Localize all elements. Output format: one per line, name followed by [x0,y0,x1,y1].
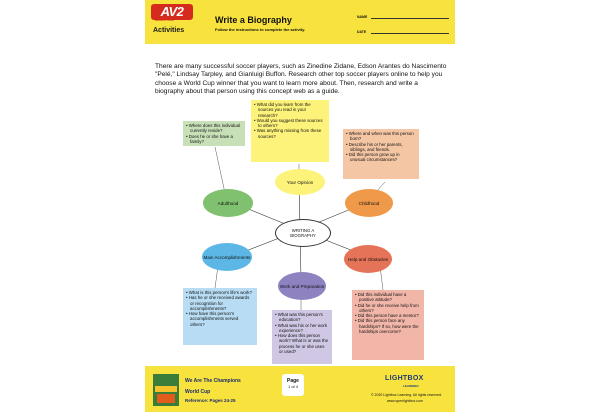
page-count: 1 of 4 [287,384,298,389]
name-label: NAME [357,15,368,19]
book-series: World Cup [185,389,211,395]
page-indicator [282,374,304,396]
work-q3: • How does this person work? What is or was the process he or she uses or used? [275,333,329,355]
childhood-questions-box [343,129,419,179]
accomplishments-q1: • What is this person's life's work? [186,290,252,295]
opinion-questions-box [251,100,329,162]
book-cover-thumbnail [153,374,179,406]
work-questions-box [272,310,332,364]
childhood-q1: • Where and when was this person born? [346,131,414,142]
date-label: DATE [357,30,367,34]
node-work-and-preparation: Work and Preparation [278,272,326,300]
accomplishments-q2: • Has he or she received awards or recognition for accomplishments? [186,295,250,311]
lightbox-logo: LIGHTBOX [385,375,424,382]
page-subtitle: Follow the instructions to complete the activity. [215,27,306,32]
node-your-opinion: Your Opinion [275,169,325,195]
adulthood-q2: • Does he or she have a family? [186,133,233,144]
node-main-accomplishments: Main Accomplishments [202,243,252,271]
opinion-q1: • What did you learn from the sources you read in your research? [254,102,311,118]
help-q4: • Did this person face any hardships? If so, how were the hardships overcome? [355,318,419,335]
help-questions-box [352,290,424,360]
node-writing-a-biography: WRITING A BIOGRAPHY [275,219,331,247]
node-adulthood: Adulthood [203,189,253,217]
adulthood-questions-box [183,121,245,146]
lightbox-logo-sub: LEARNING [403,384,419,388]
copyright-text: © 2020 Lightbox Learning. All rights reserved. [371,393,442,397]
page-label: Page [287,378,299,384]
website-link[interactable]: www.openlightbox.com [387,399,423,403]
childhood-q3: • Did this person grow up in unusual circumstances? [346,152,400,163]
help-q1: • Did this individual have a positive attitude? [355,292,407,303]
help-q2: • Did he or she receive help from others? [355,302,419,313]
accomplishments-questions-box [183,288,257,345]
intro-paragraph: There are many successful soccer players, such as Zinedine Zidane, Edson Arantes do Nascimento "Pelé," Lindsay Tarpley, and Gianluigi Buffon. Research other top soccer players online to help you choose a World Cup winner that you want to learn more about. Then, research and write a biography about that person using this concept web as a guide. [155,63,447,95]
accomplishments-q3: • How have this person's accomplishments served others? [186,311,239,327]
adulthood-q1: • Where does this individual currently reside? [186,123,241,134]
work-q1: • What was this person's education? [275,312,323,323]
worksheet-page [145,0,455,412]
book-reference: Reference: Pages 24-25 [185,398,236,403]
node-help-and-obstacles: Help and Obstacles [344,245,392,273]
opinion-q3: • Was anything missing from these sources? [254,128,322,139]
book-title: We Are The Champions [185,378,241,384]
activities-label: Activities [153,27,185,34]
logo-subtext: NONFICTION [155,18,174,22]
help-q3: • Did this person have a mentor? [355,313,419,319]
opinion-q2: • Would you suggest these sources to others? [254,117,323,129]
logo-text: AV2 [151,4,193,20]
work-q2: • What was his or her work experience? [275,322,328,333]
childhood-q2: • Describe his or her parents, siblings, and friends. [346,141,403,152]
node-childhood: Childhood [345,189,393,217]
page-title: Write a Biography [215,15,292,25]
